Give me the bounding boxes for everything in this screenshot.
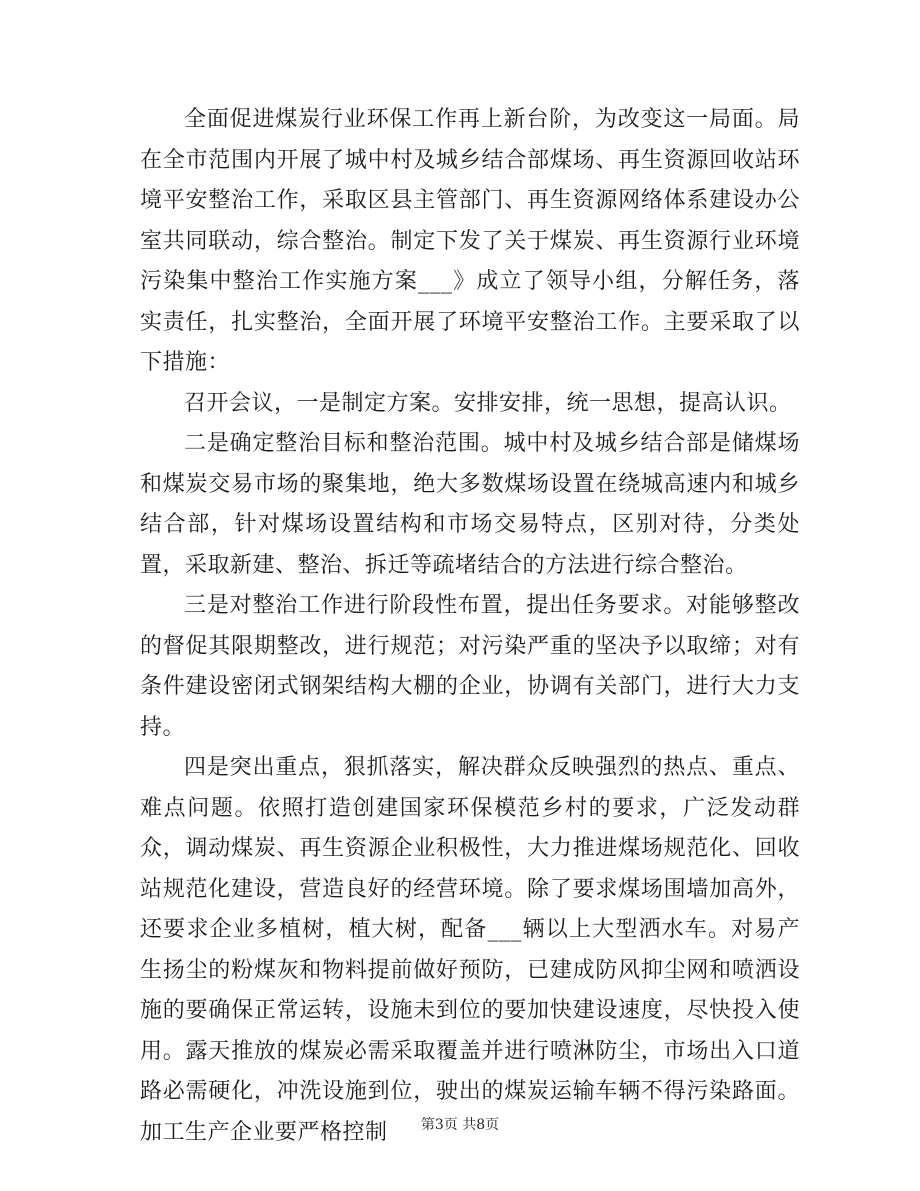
document-body	[140, 100, 800, 1153]
page-number-footer: 第3页 共8页	[420, 1117, 500, 1133]
paragraph-4: 三是对整治工作进行阶段性布置，提出任务要求。对能够整改的督促其限期整改，进行规范；对污染严重的坚决予以取缔；对有条件建设密闭式钢架结构大棚的企业，协调有关部门，进行大力支持。	[140, 593, 800, 740]
paragraph-1: 全面促进煤炭行业环保工作再上新台阶，为改变这一局面。局在全市范围内开展了城中村及城乡结合部煤场、再生资源回收站环境平安整治工作，采取区县主管部门、再生资源网络体系建设办公室共同联动，综合整治。制定下发了关于煤炭、再生资源行业环境污染集中整治工作实施方案___》成立了领导小组，分解任务，落实责任，扎实整治，全面开展了环境平安整治工作。主要采取了以下措施：	[140, 107, 800, 375]
paragraph-5: 四是突出重点，狠抓落实，解决群众反映强烈的热点、重点、难点问题。依照打造创建国家环保模范乡村的要求，广泛发动群众，调动煤炭、再生资源企业积极性，大力推进煤场规范化、回收站规范化建设，营造良好的经营环境。除了要求煤场围墙加高外，还要求企业多植树，植大树，配备___辆以上大型洒水车。对易产生扬尘的粉煤灰和物料提前做好预防，已建成防风抑尘网和喷洒设施的要确保正常运转，设施未到位的要加快建设速度，尽快投入使用。露天推放的煤炭必需采取覆盖并进行喷淋防尘，市场出入口道路必需硬化，冲洗设施到位，驶出的煤炭运输车辆不得污染路面。加工生产企业要严格控制	[140, 755, 800, 1145]
paragraph-2: 召开会议，一是制定方案。安排安排，统一思想，提高认识。	[184, 390, 792, 416]
paragraph-3: 二是确定整治目标和整治范围。城中村及城乡结合部是储煤场和煤炭交易市场的聚集地，绝大多数煤场设置在绕城高速内和城乡结合部，针对煤场设置结构和市场交易特点，区别对待，分类处置，采取新建、整治、拆迁等疏堵结合的方法进行综合整治。	[140, 431, 800, 578]
